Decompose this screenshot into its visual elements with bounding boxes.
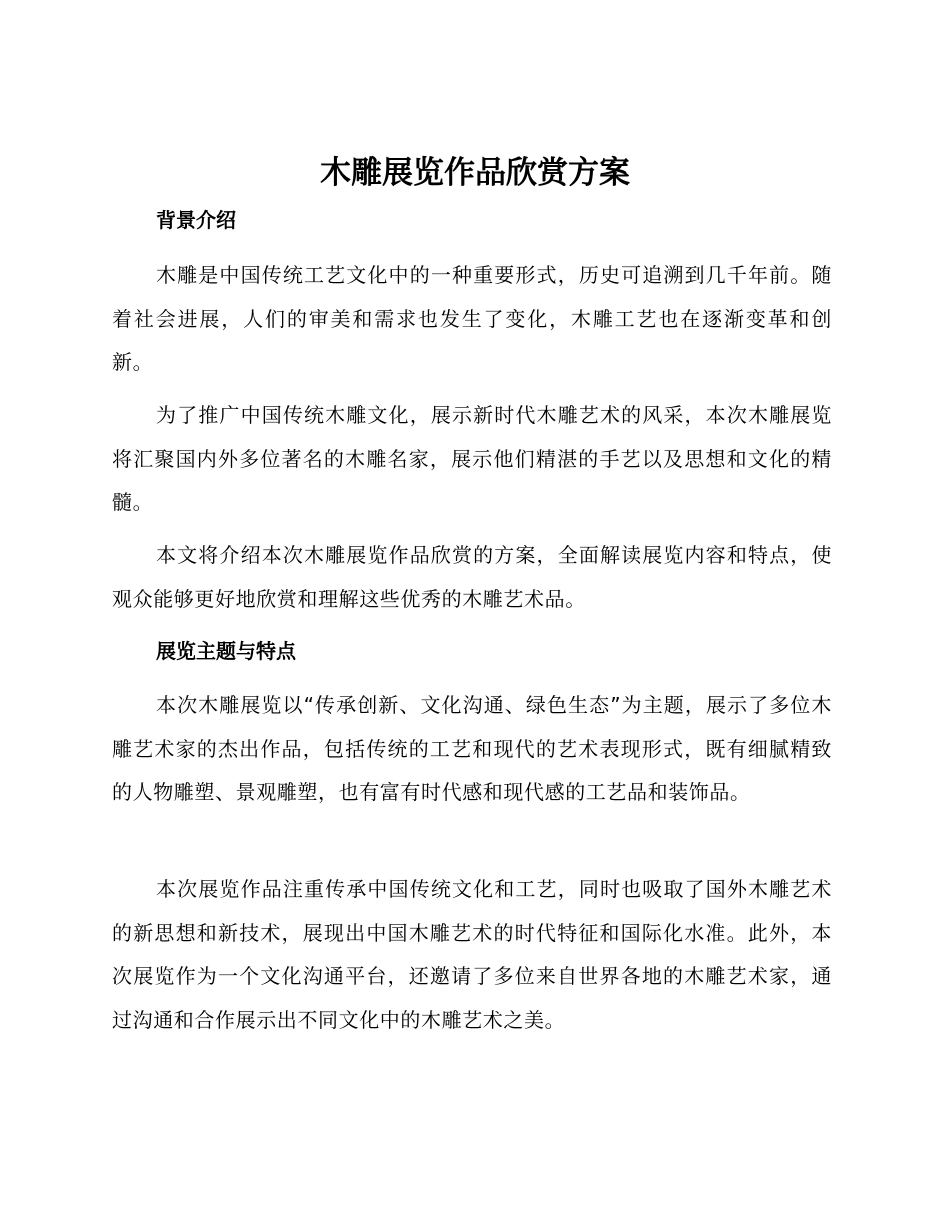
document-title: 木雕展览作品欣赏方案 <box>320 155 630 191</box>
paragraph: 为了推广中国传统木雕文化，展示新时代木雕艺术的风采，本次木雕展览将汇聚国内外多位著名的木雕名家，展示他们精湛的手艺以及思想和文化的精髓。 <box>112 403 832 514</box>
section-heading-background: 背景介绍 <box>156 208 236 232</box>
section-heading-theme: 展览主题与特点 <box>156 639 296 663</box>
paragraph: 本次展览作品注重传承中国传统文化和工艺，同时也吸取了国外木雕艺术的新思想和新技术，展现出中国木雕艺术的时代特征和国际化水准。此外，本次展览作为一个文化沟通平台，还邀请了多位来自世界各地的木雕艺术家，通过沟通和合作展示出不同文化中的木雕艺术之美。 <box>112 877 832 1032</box>
paragraph: 木雕是中国传统工艺文化中的一种重要形式，历史可追溯到几千年前。随着社会进展，人们的审美和需求也发生了变化，木雕工艺也在逐渐变革和创新。 <box>112 263 832 374</box>
paragraph: 本次木雕展览以“传承创新、文化沟通、绿色生态”为主题，展示了多位木雕艺术家的杰出作品，包括传统的工艺和现代的艺术表现形式，既有细腻精致的人物雕塑、景观雕塑，也有富有时代感和现代感的工艺品和装饰品。 <box>112 693 832 804</box>
paragraph: 本文将介绍本次木雕展览作品欣赏的方案，全面解读展览内容和特点，使观众能够更好地欣赏和理解这些优秀的木雕艺术品。 <box>112 543 832 611</box>
